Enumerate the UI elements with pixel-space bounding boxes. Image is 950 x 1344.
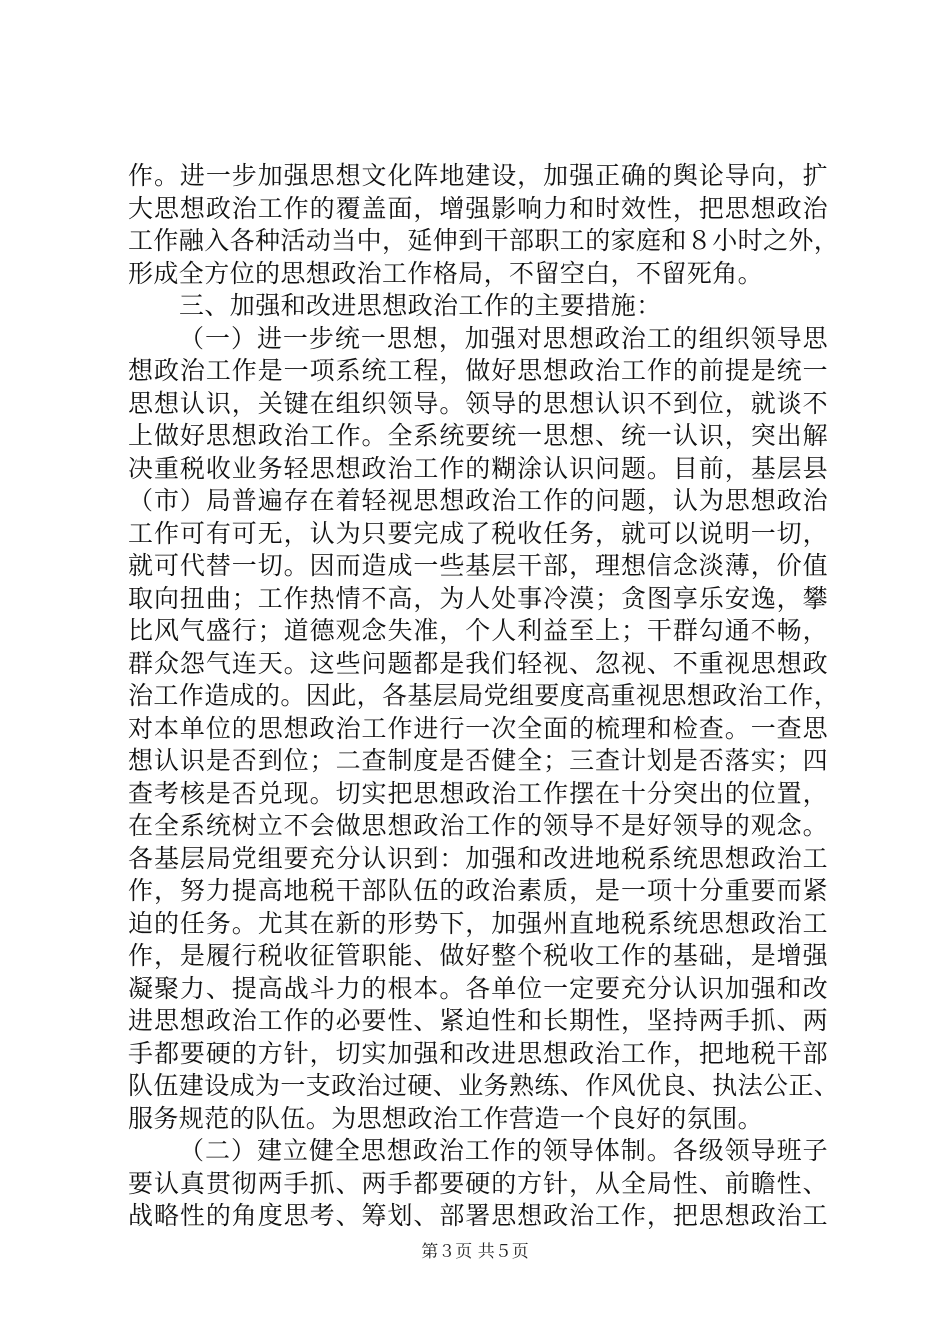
text-line: 要认真贯彻两手抓、两手都要硬的方针，从全局性、前瞻性、 [128,1168,828,1198]
text-line: 手都要硬的方针，切实加强和改进思想政治工作，把地税干部 [128,1038,828,1068]
text-line: 群众怨气连天。这些问题都是我们轻视、忽视、不重视思想政 [128,648,828,678]
text-line: 想认识是否到位；二查制度是否健全；三查计划是否落实；四 [128,746,828,775]
text-line: 作，努力提高地税干部队伍的政治素质，是一项十分重要而紧 [128,876,828,905]
text-line: 大思想政治工作的覆盖面，增强影响力和时效性，把思想政治 [128,193,828,223]
text-line: 取向扭曲；工作热情不高，为人处事冷漠；贪图享乐安逸，攀 [128,583,828,613]
text-line: 各基层局党组要充分认识到：加强和改进地税系统思想政治工 [128,843,828,873]
text-line: 迫的任务。尤其在新的形势下，加强州直地税系统思想政治工 [128,908,828,938]
text-line: 在全系统树立不会做思想政治工作的领导不是好领导的观念。 [128,811,828,840]
text-line: 队伍建设成为一支政治过硬、业务熟练、作风优良、执法公正、 [128,1071,840,1100]
text-line: 进思想政治工作的必要性、紧迫性和长期性，坚持两手抓、两 [128,1006,828,1035]
text-line: 工作可有可无，认为只要完成了税收任务，就可以说明一切， [128,518,828,548]
text-line: （市）局普遍存在着轻视思想政治工作的问题，认为思想政治 [128,486,828,515]
page-number-label: 第３页 共５页 [421,1242,529,1262]
text-line: 形成全方位的思想政治工作格局，不留空白，不留死角。 [128,258,764,288]
text-line: 作，是履行税收征管职能、做好整个税收工作的基础，是增强 [128,941,828,970]
text-line: （二）建立健全思想政治工作的领导体制。各级领导班子 [179,1136,828,1165]
document-body [128,160,840,1233]
text-line: 查考核是否兑现。切实把思想政治工作摆在十分突出的位置， [128,778,828,808]
page-footer [0,1241,950,1263]
text-line: 服务规范的队伍。为思想政治工作营造一个良好的氛围。 [128,1103,764,1133]
text-line: 作。进一步加强思想文化阵地建设，加强正确的舆论导向，扩 [128,161,828,190]
text-line: 决重税收业务轻思想政治工作的糊涂认识问题。目前，基层县 [128,453,828,483]
text-line: 战略性的角度思考、筹划、部署思想政治工作，把思想政治工 [128,1201,828,1230]
text-line: 工作融入各种活动当中，延伸到干部职工的家庭和８小时之外， [128,226,840,255]
text-line: 上做好思想政治工作。全系统要统一思想、统一认识，突出解 [128,421,828,450]
text-line: 治工作造成的。因此，各基层局党组要度高重视思想政治工作， [128,681,840,710]
text-line: 就可代替一切。因而造成一些基层干部，理想信念淡薄，价值 [128,551,828,580]
section-heading: 三、加强和改进思想政治工作的主要措施： [179,291,662,320]
text-line: （一）进一步统一思想，加强对思想政治工的组织领导思 [179,323,828,353]
text-line: 思想认识，关键在组织领导。领导的思想认识不到位，就谈不 [128,388,828,418]
text-line: 想政治工作是一项系统工程，做好思想政治工作的前提是统一 [128,356,828,385]
text-line: 比风气盛行；道德观念失准，个人利益至上；干群勾通不畅， [128,616,828,645]
text-line: 凝聚力、提高战斗力的根本。各单位一定要充分认识加强和改 [128,973,828,1003]
text-line: 对本单位的思想政治工作进行一次全面的梳理和检查。一查思 [128,713,828,743]
